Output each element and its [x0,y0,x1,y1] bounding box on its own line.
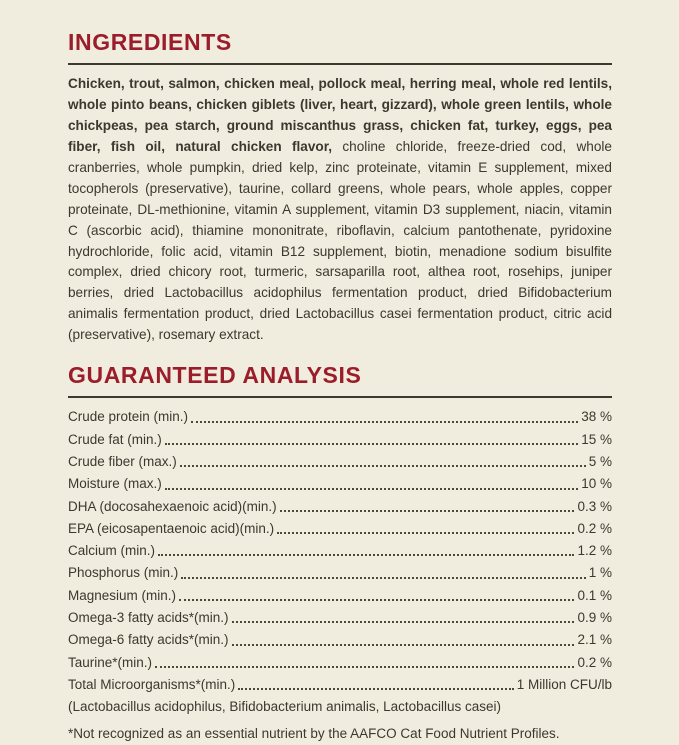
nutrient-value: 38 % [581,409,612,425]
ingredients-primary-list: Chicken, trout, salmon, chicken meal, pollock meal, herring meal, whole red lentils, whole pinto beans, chicken giblets (liver, heart, gizzard), whole green lentils, whole chickpeas, pea starch, ground miscanthus grass, chicken fat, turkey, eggs, pea fiber, fish oil, natural chicken flavor, [68,76,612,155]
dot-leader [155,666,574,668]
dot-leader [191,421,578,423]
nutrient-value: 1.2 % [577,543,612,559]
guaranteed-analysis-table [68,406,612,718]
dot-leader [180,465,586,467]
table-row [68,585,612,607]
table-row [68,674,612,696]
table-row [68,496,612,518]
guaranteed-analysis-title-rule [68,396,612,398]
nutrient-value: 0.2 % [577,520,612,536]
dot-leader [238,688,513,690]
nutrient-value: 0.3 % [577,498,612,514]
dot-leader [280,510,575,512]
nutrient-label: Total Microorganisms*(min.) [68,676,236,692]
dot-leader [165,488,578,490]
table-row [68,562,612,584]
nutrient-label: Crude fiber (max.) [68,453,177,469]
ingredients-paragraph [68,74,612,346]
table-row [68,652,612,674]
dot-leader [158,554,574,556]
dot-leader [165,443,578,445]
table-row [68,540,612,562]
nutrient-label: EPA (eicosapentaenoic acid)(min.) [68,520,275,536]
nutrient-label: Phosphorus (min.) [68,565,179,581]
table-row [68,629,612,651]
table-row [68,607,612,629]
nutrient-label: Crude fat (min.) [68,431,162,447]
nutrient-value: 0.9 % [577,610,612,626]
table-row [68,518,612,540]
table-row [68,406,612,428]
nutrient-label: Calcium (min.) [68,543,156,559]
nutrient-label: Magnesium (min.) [68,587,177,603]
nutrient-label: Crude protein (min.) [68,409,189,425]
guaranteed-analysis-section [68,363,612,745]
table-row [68,473,612,495]
dot-leader [232,644,575,646]
ingredients-title: INGREDIENTS [68,29,232,55]
nutrient-value: 15 % [581,431,612,447]
nutrient-label: Taurine*(min.) [68,654,153,670]
dot-leader [181,577,585,579]
dot-leader [232,621,575,623]
nutrient-label: Moisture (max.) [68,476,162,492]
nutrient-label: Omega-6 fatty acids*(min.) [68,632,229,648]
table-row [68,451,612,473]
nutrient-value: 2.1 % [577,632,612,648]
dot-leader [277,532,574,534]
ingredients-title-rule [68,63,612,65]
guaranteed-analysis-title: GUARANTEED ANALYSIS [68,362,362,389]
nutrient-label: Omega-3 fatty acids*(min.) [68,610,229,626]
dot-leader [179,599,574,601]
nutrient-value: 1 % [588,565,612,581]
nutrient-value: 1 Million CFU/lb [516,676,612,692]
ingredients-section [68,30,612,346]
ingredients-secondary-list: choline chloride, freeze-dried cod, whole cranberries, whole pumpkin, dried kelp, zinc proteinate, vitamin E supplement, mixed tocopherols (preservative), taurine, collard greens, whole pears, whole apples, copper proteinate, DL-methionine, vitamin A supplement, vitamin D3 supplement, niacin, vitamin C (ascorbic acid), thiamine mononitrate, riboflavin, calcium pantothenate, pyridoxine hydrochloride, folic acid, vitamin B12 supplement, biotin, menadione sodium bisulfite complex, dried chicory root, turmeric, sarsaparilla root, althea root, rosehips, juniper berries, dried Lactobacillus acidophilus fermentation product, dried Bifidobacterium animalis fermentation product, dried Lactobacillus casei fermentation product, citric acid (preservative), rosemary extract. [68,139,612,343]
nutrient-label: DHA (docosahexaenoic acid)(min.) [68,498,277,514]
nutrient-value: 5 % [588,453,612,469]
microorganisms-subnote: (Lactobacillus acidophilus, Bifidobacterium animalis, Lactobacillus casei) [68,699,501,715]
table-row [68,429,612,451]
nutrient-value: 0.1 % [577,587,612,603]
nutrient-value: 10 % [581,476,612,492]
nutrient-value: 0.2 % [577,654,612,670]
aafco-footnote: *Not recognized as an essential nutrient by the AAFCO Cat Food Nutrient Profiles. [68,725,560,741]
